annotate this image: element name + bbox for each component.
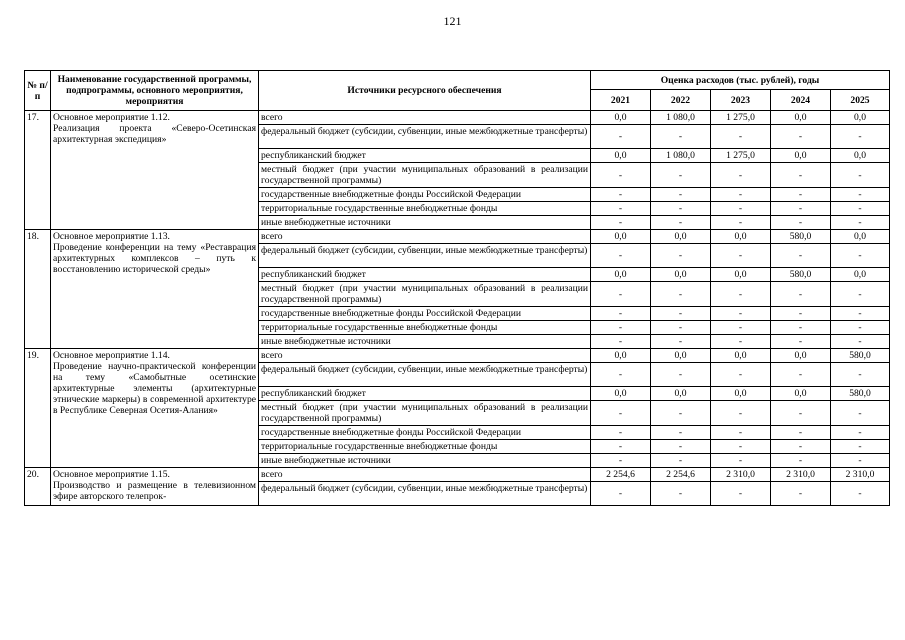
funding-source: государственные внебюджетные фонды Российской Федерации bbox=[259, 307, 591, 321]
table-row bbox=[25, 111, 890, 125]
amount-cell: - bbox=[651, 426, 711, 440]
amount-cell: - bbox=[831, 440, 890, 454]
amount-cell: - bbox=[711, 363, 771, 387]
amount-cell: 0,0 bbox=[771, 387, 831, 401]
amount-cell: - bbox=[651, 125, 711, 149]
funding-source: территориальные государственные внебюджетные фонды bbox=[259, 202, 591, 216]
amount-cell: - bbox=[831, 188, 890, 202]
amount-cell: - bbox=[771, 426, 831, 440]
amount-cell: - bbox=[711, 282, 771, 307]
amount-cell: - bbox=[651, 440, 711, 454]
amount-cell: - bbox=[771, 216, 831, 230]
funding-source: республиканский бюджет bbox=[259, 268, 591, 282]
funding-source: всего bbox=[259, 230, 591, 244]
header-year: 2023 bbox=[711, 90, 771, 111]
amount-cell: 0,0 bbox=[831, 149, 890, 163]
amount-cell: 0,0 bbox=[711, 387, 771, 401]
amount-cell: 0,0 bbox=[591, 268, 651, 282]
amount-cell: 0,0 bbox=[591, 230, 651, 244]
amount-cell: - bbox=[591, 426, 651, 440]
amount-cell: 0,0 bbox=[651, 268, 711, 282]
amount-cell: 0,0 bbox=[771, 111, 831, 125]
amount-cell: - bbox=[711, 216, 771, 230]
funding-source: местный бюджет (при участии муниципальных образований в реализации государственной программы) bbox=[259, 401, 591, 426]
amount-cell: 1 080,0 bbox=[651, 111, 711, 125]
amount-cell: - bbox=[771, 321, 831, 335]
amount-cell: - bbox=[831, 125, 890, 149]
amount-cell: - bbox=[651, 216, 711, 230]
amount-cell: - bbox=[831, 244, 890, 268]
header-estimate: Оценка расходов (тыс. рублей), годы bbox=[591, 71, 890, 90]
header-year: 2024 bbox=[771, 90, 831, 111]
amount-cell: 0,0 bbox=[831, 268, 890, 282]
funding-source: всего bbox=[259, 349, 591, 363]
amount-cell: - bbox=[591, 335, 651, 349]
row-number: 17. bbox=[25, 111, 51, 230]
funding-source: местный бюджет (при участии муниципальных образований в реализации государственной программы) bbox=[259, 282, 591, 307]
table-row bbox=[25, 230, 890, 244]
amount-cell: - bbox=[831, 321, 890, 335]
amount-cell: - bbox=[651, 482, 711, 506]
amount-cell: 0,0 bbox=[711, 349, 771, 363]
amount-cell: - bbox=[831, 202, 890, 216]
funding-source: местный бюджет (при участии муниципальных образований в реализации государственной программы) bbox=[259, 163, 591, 188]
activity-name bbox=[51, 111, 259, 230]
amount-cell: 2 310,0 bbox=[831, 468, 890, 482]
table-body bbox=[25, 111, 890, 506]
funding-source: иные внебюджетные источники bbox=[259, 454, 591, 468]
amount-cell: - bbox=[591, 216, 651, 230]
amount-cell: 580,0 bbox=[831, 387, 890, 401]
amount-cell: - bbox=[771, 188, 831, 202]
amount-cell: - bbox=[831, 454, 890, 468]
amount-cell: - bbox=[831, 163, 890, 188]
amount-cell: - bbox=[831, 482, 890, 506]
amount-cell: - bbox=[591, 282, 651, 307]
header-source: Источники ресурсного обеспечения bbox=[259, 71, 591, 111]
amount-cell: 2 254,6 bbox=[651, 468, 711, 482]
activity-description: Производство и размещение в телевизионном эфире авторского телепрок- bbox=[53, 480, 256, 502]
activity-title: Основное мероприятие 1.15. bbox=[53, 469, 170, 480]
amount-cell: 580,0 bbox=[771, 268, 831, 282]
amount-cell: - bbox=[711, 188, 771, 202]
amount-cell: 0,0 bbox=[591, 349, 651, 363]
amount-cell: - bbox=[711, 202, 771, 216]
amount-cell: - bbox=[711, 244, 771, 268]
activity-description: Проведение научно-практической конференции на тему «Самобытные осетинские архитектурные элементы (архитектурные этнические маркеры) в современной архитектуре в Республике Северная Осетия-Алания» bbox=[53, 361, 256, 416]
amount-cell: - bbox=[591, 163, 651, 188]
amount-cell: - bbox=[771, 307, 831, 321]
amount-cell: - bbox=[711, 401, 771, 426]
amount-cell: - bbox=[591, 307, 651, 321]
amount-cell: 0,0 bbox=[651, 349, 711, 363]
amount-cell: - bbox=[651, 401, 711, 426]
amount-cell: - bbox=[651, 188, 711, 202]
amount-cell: - bbox=[771, 244, 831, 268]
amount-cell: - bbox=[591, 125, 651, 149]
amount-cell: 0,0 bbox=[651, 387, 711, 401]
amount-cell: - bbox=[711, 335, 771, 349]
row-number: 19. bbox=[25, 349, 51, 468]
row-number: 20. bbox=[25, 468, 51, 506]
amount-cell: - bbox=[711, 482, 771, 506]
amount-cell: 580,0 bbox=[771, 230, 831, 244]
amount-cell: - bbox=[711, 440, 771, 454]
amount-cell: - bbox=[591, 440, 651, 454]
amount-cell: - bbox=[651, 244, 711, 268]
header-num: № п/п bbox=[25, 71, 51, 111]
funding-source: государственные внебюджетные фонды Российской Федерации bbox=[259, 426, 591, 440]
row-number: 18. bbox=[25, 230, 51, 349]
table-row bbox=[25, 349, 890, 363]
amount-cell: - bbox=[771, 202, 831, 216]
amount-cell: - bbox=[591, 482, 651, 506]
amount-cell: - bbox=[771, 454, 831, 468]
amount-cell: - bbox=[591, 401, 651, 426]
amount-cell: 1 080,0 bbox=[651, 149, 711, 163]
amount-cell: 0,0 bbox=[771, 149, 831, 163]
funding-source: федеральный бюджет (субсидии, субвенции, иные межбюджетные трансферты) bbox=[259, 125, 591, 149]
funding-source: федеральный бюджет (субсидии, субвенции, иные межбюджетные трансферты) bbox=[259, 363, 591, 387]
amount-cell: - bbox=[711, 321, 771, 335]
amount-cell: - bbox=[831, 426, 890, 440]
amount-cell: - bbox=[711, 426, 771, 440]
activity-name bbox=[51, 349, 259, 468]
amount-cell: - bbox=[831, 363, 890, 387]
amount-cell: - bbox=[591, 244, 651, 268]
funding-source: республиканский бюджет bbox=[259, 387, 591, 401]
amount-cell: - bbox=[651, 321, 711, 335]
amount-cell: 0,0 bbox=[651, 230, 711, 244]
amount-cell: - bbox=[771, 335, 831, 349]
amount-cell: - bbox=[771, 440, 831, 454]
header-year: 2022 bbox=[651, 90, 711, 111]
amount-cell: - bbox=[771, 363, 831, 387]
amount-cell: 2 310,0 bbox=[711, 468, 771, 482]
funding-source: всего bbox=[259, 468, 591, 482]
amount-cell: - bbox=[651, 307, 711, 321]
amount-cell: - bbox=[711, 163, 771, 188]
activity-title: Основное мероприятие 1.13. bbox=[53, 231, 170, 242]
funding-source: республиканский бюджет bbox=[259, 149, 591, 163]
amount-cell: 0,0 bbox=[591, 111, 651, 125]
amount-cell: 1 275,0 bbox=[711, 149, 771, 163]
amount-cell: - bbox=[651, 363, 711, 387]
funding-source: территориальные государственные внебюджетные фонды bbox=[259, 440, 591, 454]
amount-cell: 0,0 bbox=[711, 230, 771, 244]
amount-cell: - bbox=[831, 401, 890, 426]
amount-cell: - bbox=[591, 188, 651, 202]
amount-cell: - bbox=[591, 202, 651, 216]
amount-cell: - bbox=[711, 125, 771, 149]
amount-cell: 0,0 bbox=[831, 230, 890, 244]
resource-table bbox=[24, 70, 890, 506]
funding-source: государственные внебюджетные фонды Российской Федерации bbox=[259, 188, 591, 202]
amount-cell: - bbox=[831, 335, 890, 349]
header-name: Наименование государственной программы, подпрограммы, основного мероприятия, мероприятия bbox=[51, 71, 259, 111]
amount-cell: - bbox=[651, 202, 711, 216]
amount-cell: - bbox=[771, 163, 831, 188]
amount-cell: 2 254,6 bbox=[591, 468, 651, 482]
amount-cell: - bbox=[711, 454, 771, 468]
amount-cell: 0,0 bbox=[591, 149, 651, 163]
activity-description: Проведение конференции на тему «Реставрация архитектурных комплексов – путь к восстановлению исторической среды» bbox=[53, 242, 256, 275]
table-row bbox=[25, 468, 890, 482]
amount-cell: 0,0 bbox=[771, 349, 831, 363]
amount-cell: 0,0 bbox=[711, 268, 771, 282]
amount-cell: - bbox=[651, 282, 711, 307]
amount-cell: - bbox=[591, 454, 651, 468]
amount-cell: 1 275,0 bbox=[711, 111, 771, 125]
amount-cell: - bbox=[771, 401, 831, 426]
amount-cell: - bbox=[711, 307, 771, 321]
funding-source: территориальные государственные внебюджетные фонды bbox=[259, 321, 591, 335]
funding-source: иные внебюджетные источники bbox=[259, 216, 591, 230]
amount-cell: 2 310,0 bbox=[771, 468, 831, 482]
amount-cell: - bbox=[651, 335, 711, 349]
activity-title: Основное мероприятие 1.14. bbox=[53, 350, 170, 361]
funding-source: всего bbox=[259, 111, 591, 125]
amount-cell: - bbox=[771, 482, 831, 506]
amount-cell: - bbox=[831, 307, 890, 321]
activity-name bbox=[51, 468, 259, 506]
amount-cell: 0,0 bbox=[831, 111, 890, 125]
amount-cell: - bbox=[771, 125, 831, 149]
activity-name bbox=[51, 230, 259, 349]
header-year: 2021 bbox=[591, 90, 651, 111]
funding-source: федеральный бюджет (субсидии, субвенции, иные межбюджетные трансферты) bbox=[259, 482, 591, 506]
amount-cell: - bbox=[651, 163, 711, 188]
amount-cell: - bbox=[831, 282, 890, 307]
amount-cell: - bbox=[651, 454, 711, 468]
activity-description: Реализация проекта «Северо-Осетинская архитектурная экспедиция» bbox=[53, 123, 256, 145]
amount-cell: - bbox=[771, 282, 831, 307]
amount-cell: - bbox=[831, 216, 890, 230]
amount-cell: 0,0 bbox=[591, 387, 651, 401]
header-year: 2025 bbox=[831, 90, 890, 111]
amount-cell: 580,0 bbox=[831, 349, 890, 363]
funding-source: иные внебюджетные источники bbox=[259, 335, 591, 349]
page-number: 121 bbox=[443, 14, 462, 28]
amount-cell: - bbox=[591, 363, 651, 387]
amount-cell: - bbox=[591, 321, 651, 335]
funding-source: федеральный бюджет (субсидии, субвенции, иные межбюджетные трансферты) bbox=[259, 244, 591, 268]
activity-title: Основное мероприятие 1.12. bbox=[53, 112, 170, 123]
